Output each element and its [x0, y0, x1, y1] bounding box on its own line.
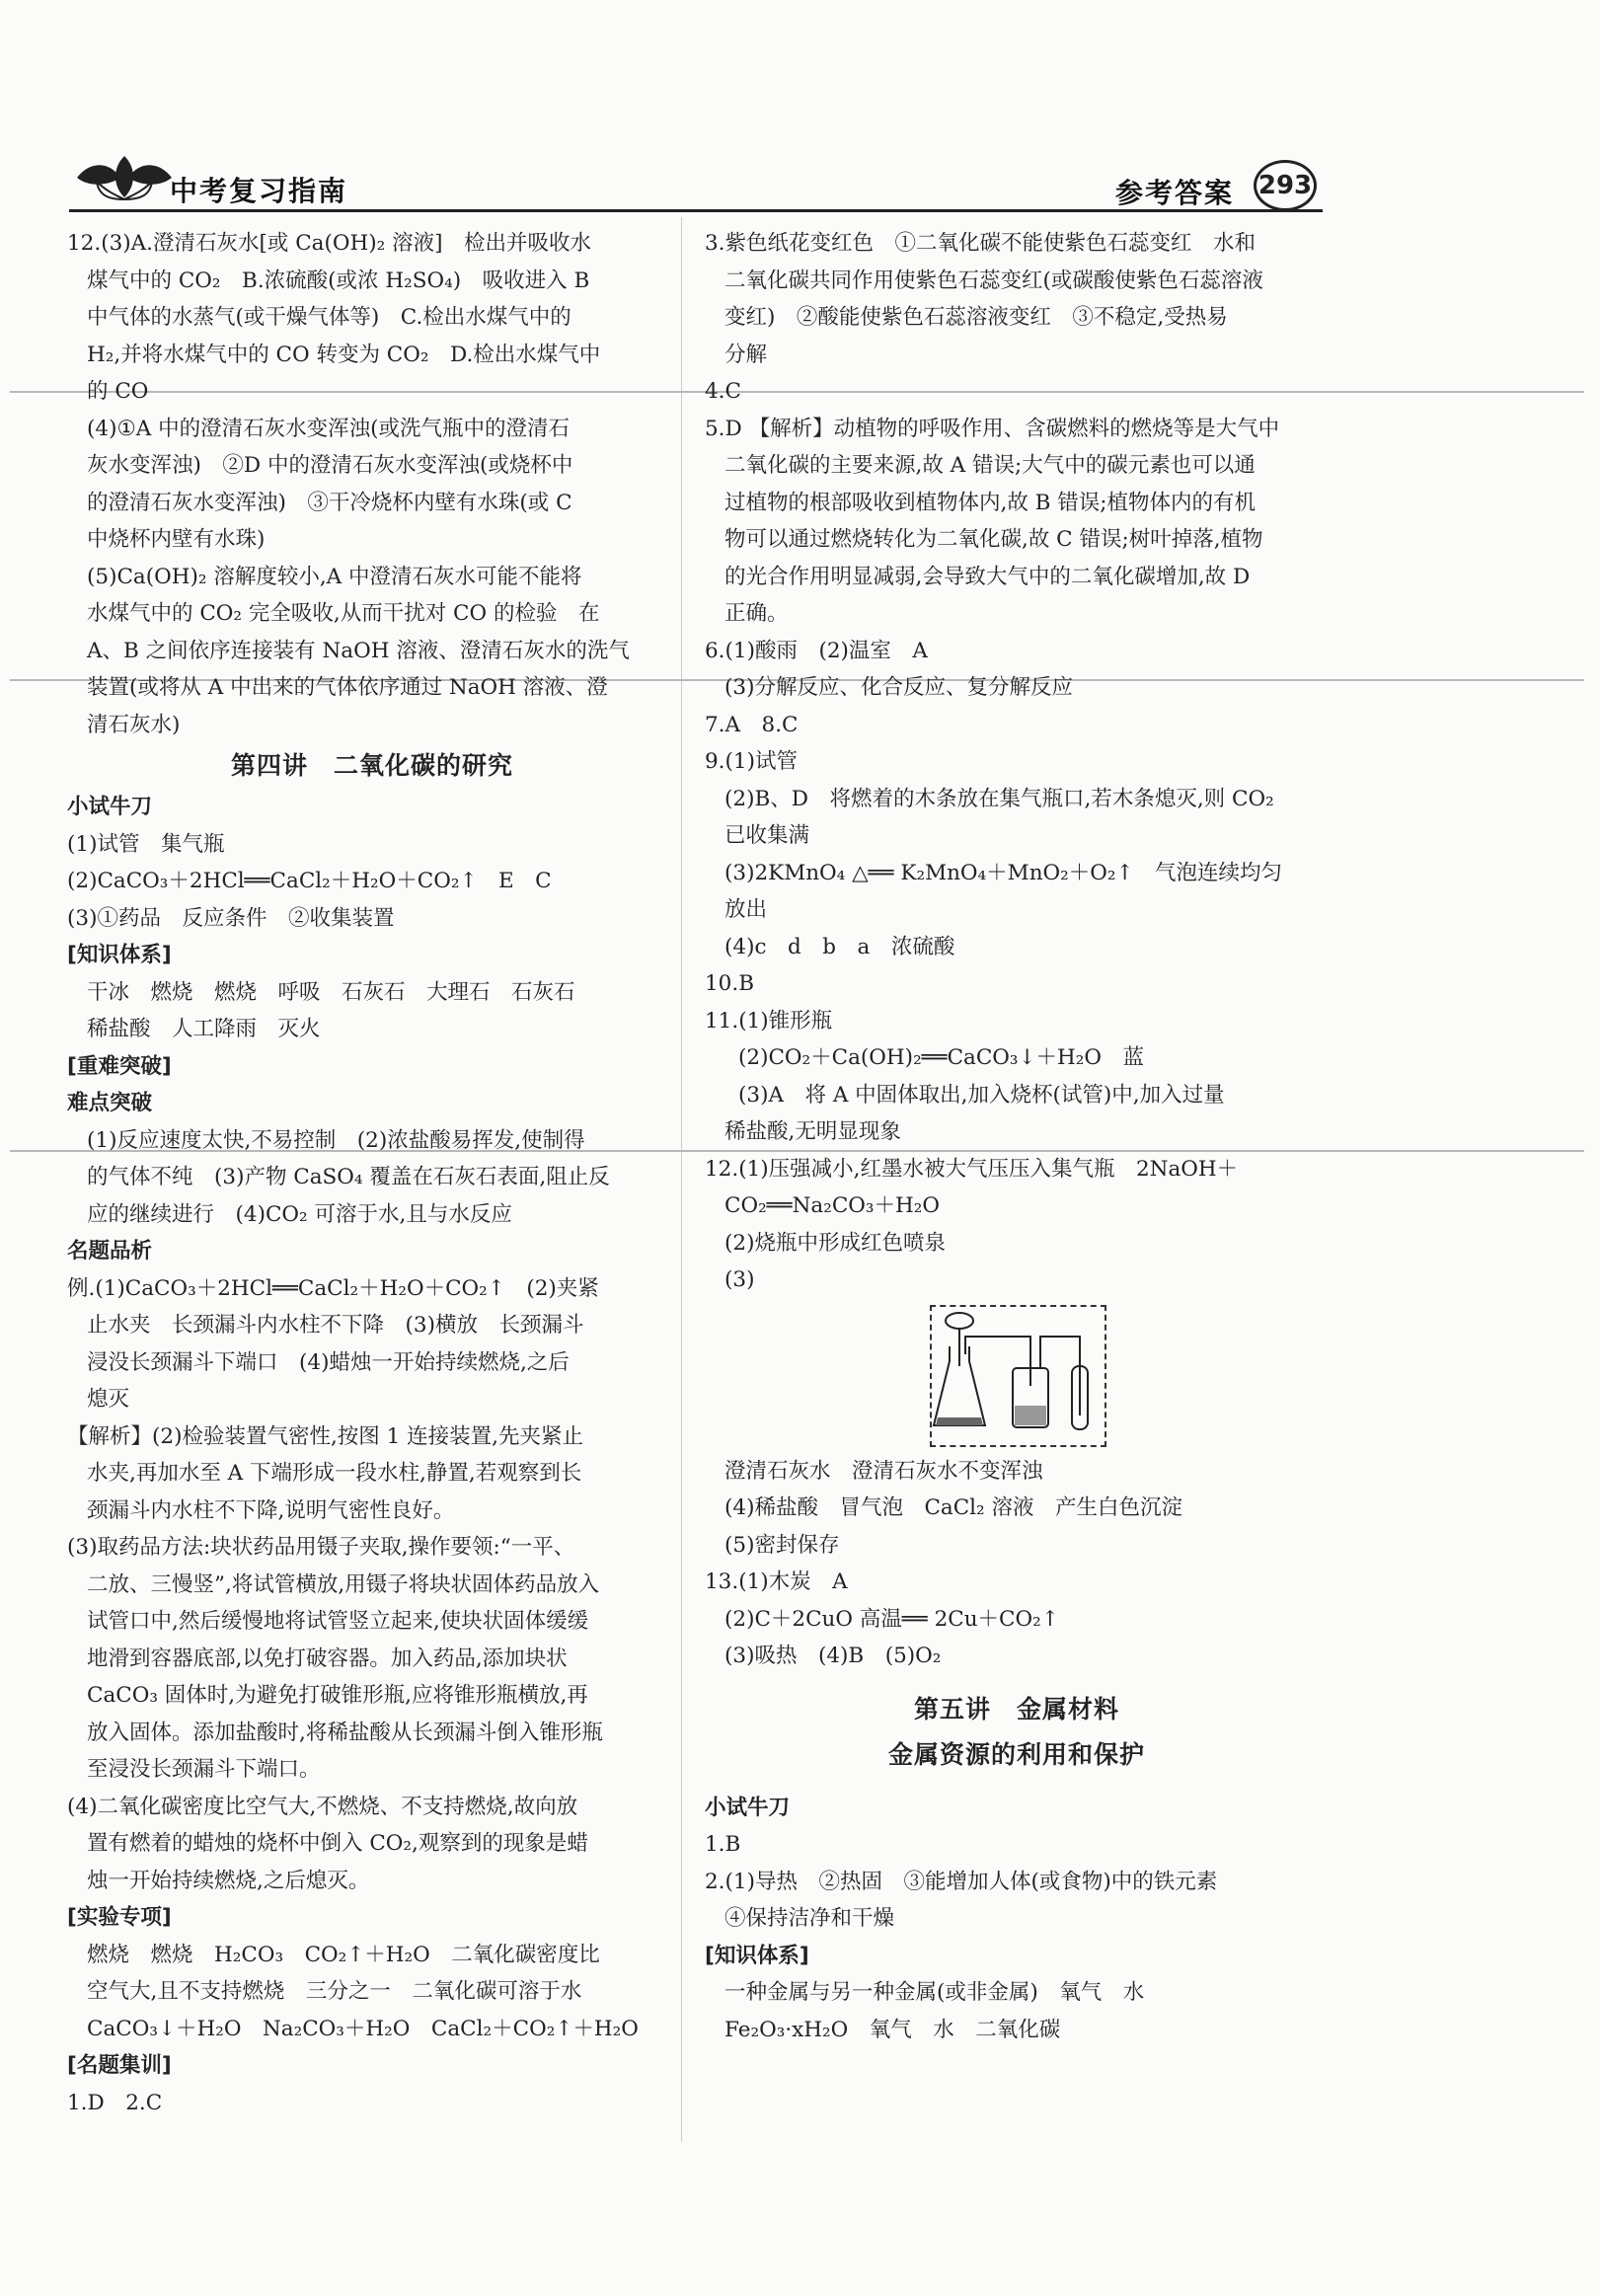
- text-line: 稀盐酸 人工降雨 灭火: [87, 1017, 321, 1041]
- text-line: 二放、三慢竖”,将试管横放,用镊子将块状固体药品放入: [87, 1571, 600, 1597]
- text-line: 4.C: [705, 379, 741, 404]
- text-line: 10.B: [705, 971, 754, 996]
- text-line: (5)密封保存: [724, 1532, 840, 1558]
- text-line: 放出: [724, 897, 768, 922]
- book-title: 中考复习指南: [170, 175, 348, 207]
- text-line: 清石灰水): [87, 712, 181, 737]
- header-rule: [69, 209, 1323, 212]
- text-line: 煤气中的 CO₂ B.浓硫酸(或浓 H₂SO₄) 吸收进入 B: [87, 268, 590, 293]
- text-line: Fe₂O₃·xH₂O 氧气 水 二氧化碳: [724, 2017, 1061, 2042]
- apparatus-diagram: [930, 1305, 1106, 1447]
- text-line: 熄灭: [87, 1387, 130, 1412]
- text-line: (3)2KMnO₄ △══ K₂MnO₄＋MnO₂＋O₂↑ 气泡连续均匀: [724, 860, 1283, 885]
- lecture-heading: 第五讲 金属材料: [913, 1694, 1119, 1723]
- text-line: 干冰 燃烧 燃烧 呼吸 石灰石 大理石 石灰石: [87, 979, 575, 1005]
- text-line: 空气大,且不支持燃烧 三分之一 二氧化碳可溶于水: [87, 1979, 582, 2004]
- subheading: 名题品析: [67, 1239, 153, 1263]
- text-line: (2)B、D 将燃着的木条放在集气瓶口,若木条熄灭,则 CO₂: [724, 786, 1274, 811]
- text-line: 二氧化碳的主要来源,故 A 错误;大气中的碳元素也可以通: [724, 453, 1256, 478]
- text-line: 11.(1)锥形瓶: [705, 1008, 833, 1033]
- text-line: 地滑到容器底部,以免打破容器。加入药品,添加块状: [87, 1645, 568, 1671]
- text-line: CO₂══Na₂CO₃＋H₂O: [724, 1193, 941, 1218]
- text-line: (3)A 将 A 中固体取出,加入烧杯(试管)中,加入过量: [738, 1082, 1225, 1108]
- section-title: 参考答案: [1115, 177, 1235, 209]
- text-line: 分解: [724, 342, 768, 367]
- text-line: 变红) ②酸能使紫色石蕊溶液变红 ③不稳定,受热易: [724, 305, 1228, 330]
- text-line: 颈漏斗内水柱不下降,说明气密性良好。: [87, 1497, 455, 1523]
- text-line: (4)二氧化碳密度比空气大,不燃烧、不支持燃烧,故向放: [67, 1794, 578, 1819]
- page-number: 293: [1254, 160, 1317, 211]
- text-line: 应的继续进行 (4)CO₂ 可溶于水,且与水反应: [87, 1201, 512, 1227]
- text-line: 12.(3)A.澄清石灰水[或 Ca(OH)₂ 溶液] 检出并吸收水: [67, 231, 591, 256]
- text-line: (3)吸热 (4)B (5)O₂: [724, 1644, 942, 1668]
- text-line: 的光合作用明显减弱,会导致大气中的二氧化碳增加,故 D: [724, 564, 1251, 589]
- left-column: [67, 225, 677, 2121]
- lecture-subheading: 金属资源的利用和保护: [887, 1739, 1145, 1769]
- text-line: 的 CO: [87, 379, 149, 404]
- text-line: H₂,并将水煤气中的 CO 转变为 CO₂ D.检出水煤气中: [87, 342, 601, 367]
- text-line: (2)C＋2CuO 高温══ 2Cu＋CO₂↑: [724, 1606, 1059, 1632]
- text-line: 装置(或将从 A 中出来的气体依序通过 NaOH 溶液、澄: [87, 675, 608, 700]
- section-tag: [知识体系]: [67, 943, 172, 967]
- text-line: 止水夹 长颈漏斗内水柱不下降 (3)横放 长颈漏斗: [87, 1313, 584, 1338]
- text-line: 浸没长颈漏斗下端口 (4)蜡烛一开始持续燃烧,之后: [87, 1349, 570, 1375]
- text-line: (2)CaCO₃＋2HCl══CaCl₂＋H₂O＋CO₂↑ E C: [67, 869, 552, 893]
- text-line: 【解析】(2)检验装置气密性,按图 1 连接装置,先夹紧止: [67, 1423, 583, 1449]
- text-line: CaCO₃ 固体时,为避免打破锥形瓶,应将锥形瓶横放,再: [87, 1683, 588, 1708]
- lotus-logo-icon: [69, 148, 178, 209]
- text-line: 灰水变浑浊) ②D 中的澄清石灰水变浑浊(或烧杯中: [87, 453, 573, 478]
- text-line: (5)Ca(OH)₂ 溶解度较小,A 中澄清石灰水可能不能将: [87, 564, 582, 589]
- text-line: 1.D 2.C: [67, 2090, 163, 2115]
- text-line: 1.B: [705, 1832, 741, 1857]
- text-line: (3): [724, 1267, 755, 1292]
- text-line: ④保持洁净和干燥: [724, 1906, 895, 1931]
- section-tag: [实验专项]: [67, 1905, 172, 1930]
- column-divider: [681, 217, 682, 2142]
- section-tag: [重难突破]: [67, 1053, 172, 1079]
- text-line: 澄清石灰水 澄清石灰水不变浑浊: [724, 1458, 1043, 1484]
- text-line: (4)c d b a 浓硫酸: [724, 934, 955, 959]
- text-line: (4)①A 中的澄清石灰水变浑浊(或洗气瓶中的澄清石: [87, 416, 570, 441]
- text-line: 二氧化碳共同作用使紫色石蕊变红(或碳酸使紫色石蕊溶液: [724, 268, 1263, 293]
- text-line: 放入固体。添加盐酸时,将稀盐酸从长颈漏斗倒入锥形瓶: [87, 1720, 603, 1745]
- text-line: 13.(1)木炭 A: [705, 1569, 848, 1594]
- text-line: 5.D 【解析】动植物的呼吸作用、含碳燃料的燃烧等是大气中: [705, 416, 1280, 441]
- apparatus-icon: [932, 1307, 1105, 1445]
- text-line: 烛一开始持续燃烧,之后熄灭。: [87, 1868, 370, 1893]
- text-line: 置有燃着的蜡烛的烧杯中倒入 CO₂,观察到的现象是蜡: [87, 1831, 588, 1856]
- subheading: 小试牛刀: [67, 795, 153, 819]
- text-line: 中气体的水蒸气(或干燥气体等) C.检出水煤气中的: [87, 305, 571, 330]
- text-line: (3)①药品 反应条件 ②收集装置: [67, 905, 395, 931]
- section-tag: [知识体系]: [705, 1943, 809, 1968]
- text-line: 已收集满: [724, 823, 810, 848]
- text-line: 7.A 8.C: [705, 712, 799, 737]
- right-column: [705, 225, 1329, 2048]
- text-line: 物可以通过燃烧转化为二氧化碳,故 C 错误;树叶掉落,植物: [724, 527, 1263, 552]
- text-line: (3)分解反应、化合反应、复分解反应: [724, 675, 1073, 700]
- text-line: 3.紫色纸花变红色 ①二氧化碳不能使紫色石蕊变红 水和: [705, 231, 1257, 256]
- text-line: 正确。: [724, 601, 789, 626]
- text-line: 6.(1)酸雨 (2)温室 A: [705, 638, 928, 663]
- text-line: 的气体不纯 (3)产物 CaSO₄ 覆盖在石灰石表面,阻止反: [87, 1165, 610, 1189]
- text-line: (3)取药品方法:块状药品用镊子夹取,操作要领:“一平、: [67, 1535, 575, 1560]
- text-line: 中烧杯内壁有水珠): [87, 527, 266, 552]
- text-line: 的澄清石灰水变浑浊) ③干冷烧杯内壁有水珠(或 C: [87, 490, 572, 515]
- text-line: (2)烧瓶中形成红色喷泉: [724, 1230, 946, 1256]
- text-line: 水夹,再加水至 A 下端形成一段水柱,静置,若观察到长: [87, 1461, 582, 1486]
- text-line: 稀盐酸,无明显现象: [724, 1119, 901, 1144]
- subheading: 难点突破: [67, 1091, 153, 1115]
- text-line: 例.(1)CaCO₃＋2HCl══CaCl₂＋H₂O＋CO₂↑ (2)夹紧: [67, 1275, 599, 1301]
- text-line: 燃烧 燃烧 H₂CO₃ CO₂↑＋H₂O 二氧化碳密度比: [87, 1942, 600, 1967]
- text-line: CaCO₃↓＋H₂O Na₂CO₃＋H₂O CaCl₂＋CO₂↑＋H₂O: [87, 2016, 639, 2041]
- text-line: 试管口中,然后缓慢地将试管竖立起来,使块状固体缓缓: [87, 1609, 589, 1634]
- text-line: 至浸没长颈漏斗下端口。: [87, 1757, 321, 1782]
- subheading: 小试牛刀: [705, 1795, 791, 1820]
- page-header: [69, 148, 1323, 217]
- text-line: 9.(1)试管: [705, 749, 798, 774]
- text-line: (4)稀盐酸 冒气泡 CaCl₂ 溶液 产生白色沉淀: [724, 1495, 1183, 1520]
- text-line: 一种金属与另一种金属(或非金属) 氧气 水: [724, 1980, 1145, 2005]
- text-line: 2.(1)导热 ②热固 ③能增加人体(或食物)中的铁元素: [705, 1869, 1218, 1894]
- lecture-heading: 第四讲 二氧化碳的研究: [230, 751, 513, 780]
- text-line: 水煤气中的 CO₂ 完全吸收,从而干扰对 CO 的检验 在: [87, 601, 600, 626]
- text-line: (2)CO₂＋Ca(OH)₂══CaCO₃↓＋H₂O 蓝: [738, 1045, 1145, 1070]
- text-line: (1)试管 集气瓶: [67, 831, 225, 857]
- text-line: A、B 之间依序连接装有 NaOH 溶液、澄清石灰水的洗气: [87, 638, 630, 663]
- text-line: 12.(1)压强减小,红墨水被大气压压入集气瓶 2NaOH＋: [705, 1156, 1239, 1182]
- text-line: 过植物的根部吸收到植物体内,故 B 错误;植物体内的有机: [724, 490, 1257, 515]
- text-line: (1)反应速度太快,不易控制 (2)浓盐酸易挥发,使制得: [87, 1127, 585, 1153]
- section-tag: [名题集训]: [67, 2053, 172, 2078]
